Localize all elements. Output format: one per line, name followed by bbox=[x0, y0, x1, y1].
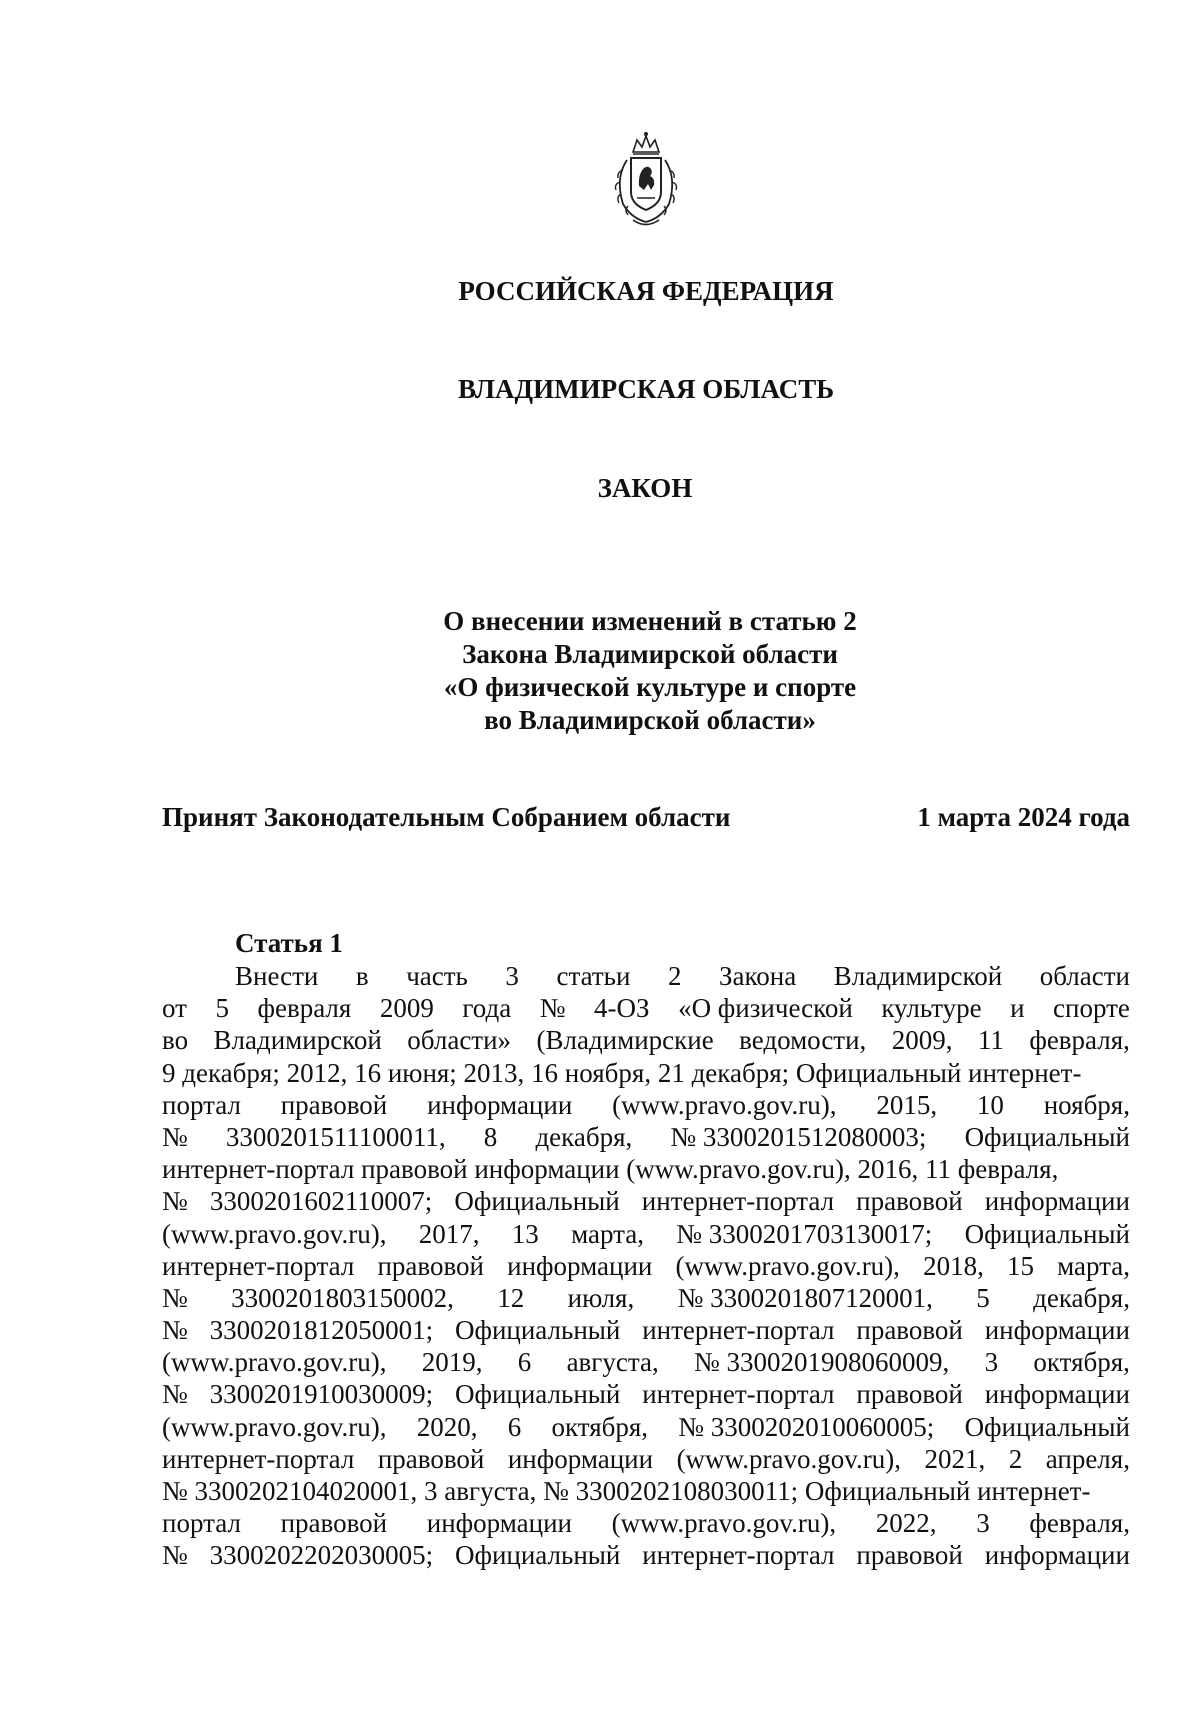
article-word: 13 bbox=[511, 1218, 539, 1249]
article-word: (Владимирские bbox=[536, 1025, 714, 1056]
article-word: июля, bbox=[567, 1282, 635, 1313]
article-word: культуре bbox=[881, 993, 982, 1024]
article-word: Закона bbox=[719, 961, 797, 991]
article-word: 2009 bbox=[379, 993, 434, 1024]
article-word: Официальный bbox=[964, 1121, 1130, 1152]
article-word: 2021, bbox=[924, 1443, 986, 1474]
article-word: в bbox=[355, 961, 369, 991]
article-word: интернет-портал правовой информации (www.pravo.gov.ru), 2016, 11 февраля, bbox=[162, 1154, 1059, 1185]
article-word: интернет-портал bbox=[642, 1379, 835, 1410]
article-word: 2015, bbox=[876, 1089, 938, 1120]
article-word: спорте bbox=[1053, 993, 1130, 1024]
article-word: правовой bbox=[856, 1315, 963, 1346]
article-word: февраля bbox=[257, 993, 352, 1024]
article-word: 10 bbox=[976, 1089, 1004, 1120]
article-word: № 3300202104020001, 3 августа, № 3300202108030011; Официальный интернет- bbox=[162, 1476, 1091, 1506]
article-word: 2 bbox=[667, 961, 682, 991]
law-title-line: «О физической культуре и спорте bbox=[443, 672, 857, 702]
article-word: статьи bbox=[556, 961, 631, 991]
article-word: 2020, bbox=[416, 1411, 478, 1442]
article-word: правовой bbox=[280, 1508, 388, 1539]
article-word: портал bbox=[162, 1508, 241, 1539]
article-word: № bbox=[162, 1379, 188, 1410]
article-word: 2019, bbox=[421, 1347, 483, 1378]
article-line bbox=[162, 1443, 1130, 1475]
country-heading: РОССИЙСКАЯ ФЕДЕРАЦИЯ bbox=[458, 276, 834, 306]
article-word: августа, bbox=[566, 1347, 659, 1378]
article-word: 15 bbox=[1006, 1250, 1034, 1281]
document-type-heading: ЗАКОН bbox=[597, 473, 693, 503]
article-word: 3300201803150002, bbox=[231, 1282, 454, 1313]
article-word: 5 bbox=[215, 993, 229, 1024]
article-word: 3300201910030009; bbox=[209, 1379, 434, 1410]
article-line bbox=[162, 1089, 1130, 1121]
article-word: ноября, bbox=[1043, 1089, 1130, 1120]
article-body bbox=[162, 960, 1130, 1572]
article-word: Официальный bbox=[454, 1315, 621, 1346]
article-word: 3300201511100011, bbox=[225, 1121, 446, 1152]
law-title-line: Закона Владимирской области bbox=[462, 639, 838, 669]
article-word: интернет-портал bbox=[642, 1315, 835, 1346]
article-word: 3300201602110007; bbox=[209, 1186, 433, 1217]
article-word: Официальный bbox=[454, 1379, 621, 1410]
article-word: № bbox=[162, 1186, 188, 1217]
article-word: 2017, bbox=[418, 1218, 480, 1249]
article-word: 3300202202030005; bbox=[209, 1540, 434, 1571]
law-title bbox=[420, 605, 880, 737]
article-word: (www.pravo.gov.ru), bbox=[162, 1347, 387, 1378]
article-word: интернет-портал bbox=[641, 1186, 835, 1217]
article-line bbox=[162, 1024, 1130, 1056]
article-word: 3 bbox=[976, 1508, 990, 1539]
article-word: (www.pravo.gov.ru), bbox=[162, 1218, 387, 1249]
article-word: информации bbox=[507, 1250, 653, 1281]
article-word: информации bbox=[984, 1379, 1130, 1410]
article-word: апреля, bbox=[1045, 1443, 1130, 1474]
article-line bbox=[162, 960, 1130, 992]
article-word: информации bbox=[426, 1508, 572, 1539]
article-word: портал bbox=[162, 1089, 241, 1120]
article-word: № 3300201908060009, bbox=[694, 1347, 950, 1378]
article-word: ведомости, bbox=[739, 1025, 867, 1056]
article-word: правовой bbox=[280, 1089, 388, 1120]
article-word: № 3300202010060005; bbox=[678, 1411, 935, 1442]
article-word: Владимирской bbox=[213, 1025, 382, 1056]
article-word: интернет-портал bbox=[162, 1443, 355, 1474]
article-word: Официальный bbox=[964, 1218, 1130, 1249]
region-heading: ВЛАДИМИРСКАЯ ОБЛАСТЬ bbox=[457, 374, 835, 404]
article-word: 2 bbox=[1008, 1443, 1023, 1474]
article-word: (www.pravo.gov.ru), bbox=[612, 1089, 837, 1120]
article-line bbox=[162, 1314, 1130, 1346]
article-word: информации bbox=[507, 1443, 654, 1474]
law-title-line: во Владимирской области» bbox=[484, 705, 816, 735]
article-word: февраля, bbox=[1029, 1508, 1130, 1539]
article-word: 6 bbox=[517, 1347, 532, 1378]
article-word: (www.pravo.gov.ru), bbox=[676, 1443, 901, 1474]
article-word: № bbox=[162, 1121, 188, 1152]
article-line bbox=[162, 1121, 1130, 1153]
article-line bbox=[162, 1378, 1130, 1410]
article-word: марта, bbox=[1057, 1250, 1130, 1281]
article-word: области» bbox=[407, 1025, 512, 1056]
article-word: 3300201812050001; bbox=[209, 1315, 434, 1346]
article-word: (www.pravo.gov.ru), bbox=[675, 1250, 900, 1281]
law-title-line: О внесении изменений в статью 2 bbox=[443, 606, 857, 636]
article-word: декабря, bbox=[1033, 1282, 1130, 1313]
article-word: часть bbox=[406, 961, 468, 991]
article-word: Внести bbox=[235, 961, 319, 991]
article-word: правовой bbox=[377, 1443, 485, 1474]
article-word: № 3300201512080003; bbox=[670, 1121, 927, 1152]
article-word: 11 bbox=[977, 1025, 1004, 1056]
article-word: октября, bbox=[551, 1411, 649, 1442]
article-word: во bbox=[162, 1025, 189, 1056]
adoption-date: 1 марта 2024 года bbox=[917, 802, 1130, 832]
article-word: области bbox=[1039, 961, 1130, 991]
article-word: 2022, bbox=[875, 1508, 937, 1539]
coat-of-arms-icon bbox=[601, 130, 691, 230]
article-word: 2009, bbox=[891, 1025, 953, 1056]
article-line bbox=[162, 1250, 1130, 1282]
adoption-line bbox=[162, 800, 1130, 834]
article-word: № 3300201807120001, bbox=[677, 1282, 933, 1313]
article-word: 3 bbox=[984, 1347, 999, 1378]
article-line bbox=[162, 1475, 1130, 1507]
article-line bbox=[162, 1411, 1130, 1443]
article-word: марта, bbox=[571, 1218, 644, 1249]
article-line bbox=[162, 1539, 1130, 1571]
article-word: 2018, bbox=[923, 1250, 984, 1281]
article-line bbox=[162, 1185, 1130, 1217]
article-word: № bbox=[162, 1540, 188, 1571]
adopted-by: Принят Законодательным Собранием области bbox=[162, 802, 731, 832]
article-word: Владимирской bbox=[833, 961, 1003, 991]
article-word: информации bbox=[984, 1315, 1130, 1346]
article-line bbox=[162, 992, 1130, 1024]
article-word: № 3300201703130017; bbox=[676, 1218, 933, 1249]
article-word: Официальный bbox=[454, 1186, 620, 1217]
article-line bbox=[162, 1507, 1130, 1539]
article-word: 4-ОЗ bbox=[594, 993, 650, 1024]
article-word: № bbox=[539, 993, 566, 1024]
article-line bbox=[162, 1346, 1130, 1378]
article-word: 8 bbox=[483, 1121, 498, 1152]
article-word: «О физической bbox=[678, 993, 853, 1024]
article-word: от bbox=[162, 993, 187, 1024]
article-word: (www.pravo.gov.ru), bbox=[611, 1508, 837, 1539]
article-word: 6 bbox=[507, 1411, 522, 1442]
article-line bbox=[162, 1218, 1130, 1250]
article-line bbox=[162, 1282, 1130, 1314]
article-word: 12 bbox=[497, 1282, 525, 1313]
article-word: 9 декабря; 2012, 16 июня; 2013, 16 ноября, 21 декабря; Официальный интернет- bbox=[162, 1057, 1082, 1088]
article-word: года bbox=[462, 993, 512, 1024]
article-word: правовой bbox=[377, 1250, 484, 1281]
article-word: № bbox=[162, 1315, 188, 1346]
article-line bbox=[162, 1057, 1130, 1089]
article-word: правовой bbox=[856, 1379, 963, 1410]
article-word: 5 bbox=[976, 1282, 990, 1313]
article-word: февраля, bbox=[1029, 1025, 1130, 1056]
article-word: Официальный bbox=[964, 1411, 1130, 1442]
article-word: 3 bbox=[505, 961, 519, 991]
article-word: и bbox=[1010, 993, 1025, 1024]
article-word: информации bbox=[984, 1540, 1130, 1571]
article-word: интернет-портал bbox=[162, 1250, 355, 1281]
article-word: правовой bbox=[856, 1540, 963, 1571]
article-word: № bbox=[162, 1282, 188, 1313]
article-word: октября, bbox=[1033, 1347, 1130, 1378]
article-title: Статья 1 bbox=[235, 928, 343, 958]
article-word: декабря, bbox=[535, 1121, 633, 1152]
article-word: правовой bbox=[856, 1186, 963, 1217]
article-word: интернет-портал bbox=[642, 1540, 835, 1571]
article-word: Официальный bbox=[454, 1540, 621, 1571]
article-word: информации bbox=[984, 1186, 1130, 1217]
article-word: (www.pravo.gov.ru), bbox=[162, 1411, 387, 1442]
article-word: информации bbox=[427, 1089, 573, 1120]
article-line bbox=[162, 1153, 1130, 1185]
